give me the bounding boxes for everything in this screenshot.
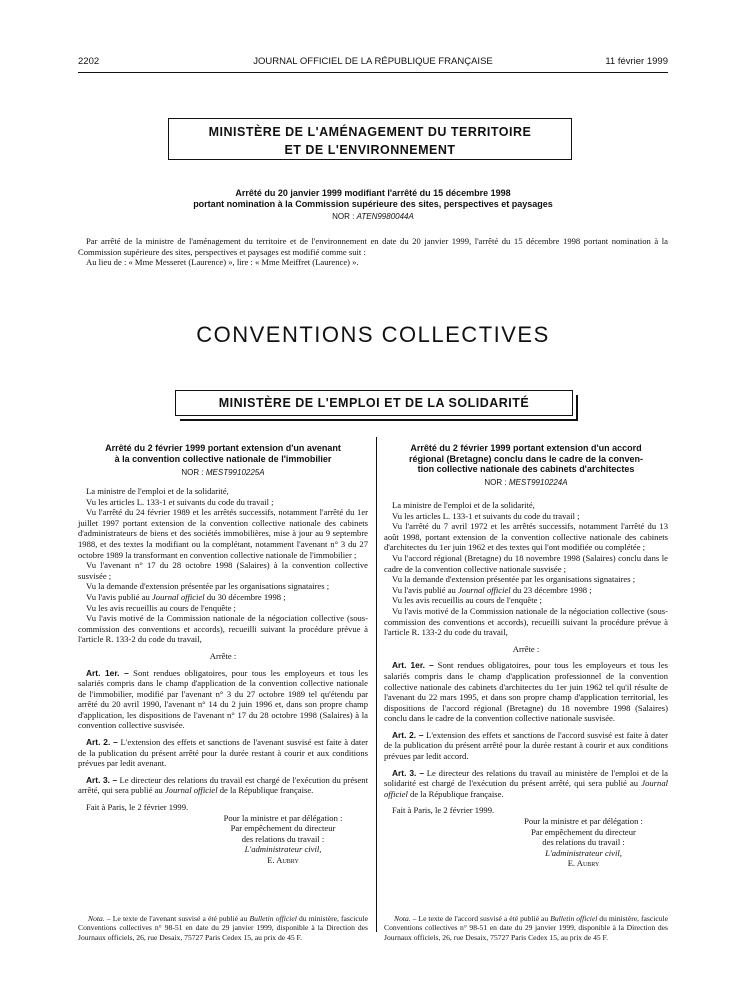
paragraph: Au lieu de : « Mme Messeret (Laurence) », lire : « Mme Meiffret (Laurence) ». [86, 257, 359, 268]
article-1: Art. 1er. – Sont rendues obligatoires, pour tous les employeurs et tous les salariés compris dans le champ d'application de la convention collective nationale de l'immobilier, modifié par l'avenant n° 3 du 27 octobre 1989 tel qu'étendu par arrêté du 20 avril 1990, l'avenant n° 14 du 2 juin 1996 et, dans son propre champ d'application, les dispositions de l'avenant n° 17 du 28 octobre 1998 (Salaires) à la convention collective susvisée. [78, 667, 368, 731]
decree-title-immobilier [78, 443, 368, 464]
article-3: Art. 3. – Le directeur des relations du travail au ministère de l'emploi et de la solidarité est chargé de l'exécution du présent arrêté, qui sera publié au Journal officiel de la République française. [384, 767, 668, 799]
paragraph: Vu la demande d'extension présentée par les organisations signataires ; [392, 574, 636, 585]
paragraph: Vu l'avis publié au Journal officiel du 30 décembre 1998 ; [86, 591, 286, 602]
nor-code: MEST9910225A [205, 468, 265, 477]
decree-title-line: portant nomination à la Commission supérieure des sites, perspectives et paysages [193, 198, 553, 209]
nor-code: ATEN9980044A [356, 212, 414, 221]
paragraph: Vu l'arrêté du 7 avril 1972 et les arrêtés successifs, notamment l'arrêté du 13 août 1998, portant extension de la convention collective nationale des cabinets d'architectes du 1er juin 1962 et des textes qui l'ont modifiée ou complétée ; [384, 521, 668, 553]
nor-reference: NOR : ATEN9980044A [332, 212, 414, 221]
decree-title-line: Arrêté du 20 janvier 1999 modifiant l'arrêté du 15 décembre 1998 [235, 188, 511, 198]
journal-title: JOURNAL OFFICIEL DE LA RÉPUBLIQUE FRANÇAISE [253, 56, 493, 67]
ministry-line-1: MINISTÈRE DE L'AMÉNAGEMENT DU TERRITOIRE [208, 125, 532, 139]
arrete-heading: Arrête : [512, 643, 540, 654]
column-divider [376, 437, 377, 932]
ministry-box-emploi: MINISTÈRE DE L'EMPLOI ET DE LA SOLIDARITÉ [175, 390, 573, 416]
decree-title-architectes [384, 443, 668, 475]
ministry-line-2: ET DE L'ENVIRONNEMENT [284, 143, 456, 157]
article-3: Art. 3. – Le directeur des relations du travail est chargé de l'exécution du présent arrêté, qui sera publié au Journal officiel de la République française. [78, 774, 368, 796]
signature-block: Pour la ministre et par délégation : Par empêchement du directeur des relations du travail : L'administrateur civil, E. Aubry [198, 813, 368, 866]
article-1: Art. 1er. – Sont rendues obligatoires, pour tous les employeurs et tous les salariés compris dans le champ d'application professionnel de la convention collective nationale des cabinets d'architectes du 1er juin 1962 tel qu'il résulte de l'avenant du 22 mars 1995, et dans son propre champ d'application territorial, les dispositions de l'accord régional (Bretagne) du 18 novembre 1998 (Salaires) conclu dans le cadre de la convention collective nationale susvisée. [384, 660, 668, 724]
signatory-name: E. Aubry [267, 855, 299, 865]
decree-title-environment [78, 188, 668, 209]
paragraph: Vu l'avis motivé de la Commission nationale de la négociation collective (sous-commission des conventions et accords), recueilli suivant la procédure prévue à l'article R. 133-2 du code du travail, [78, 613, 368, 645]
signing-place-date: Fait à Paris, le 2 février 1999. [392, 805, 495, 816]
arrete-heading: Arrête : [209, 650, 237, 661]
paragraph: Vu l'avis publié au Journal officiel du 23 décembre 1998 ; [392, 584, 592, 595]
paragraph: Vu la demande d'extension présentée par les organisations signataires ; [86, 581, 330, 592]
paragraph: La ministre de l'emploi et de la solidarité, [86, 486, 229, 496]
nota-note: Nota. – Le texte de l'avenant susvisé a été publié au Bulletin officiel du ministère, fascicule Conventions collectives n° 98-51 en date du 29 janvier 1999, disponible à la Direction des Journaux officiels, 26, rue Desaix, 75727 Paris Cedex 15, au prix de 45 F. [78, 914, 369, 942]
decree-title-line: à la convention collective nationale de l'immobilier [114, 453, 332, 464]
nor-reference: NOR : MEST9910224A [484, 478, 568, 487]
paragraph: Vu les articles L. 133-1 et suivants du code du travail ; [86, 496, 274, 507]
page-number: 2202 [78, 56, 100, 67]
paragraph: Vu l'arrêté du 24 février 1989 et les arrêtés successifs, notamment l'arrêté du 1er juillet 1997 portant extension de la convention collective nationale des cabinets d'administrateurs de biens et des sociétés immobilières, mise à jour au 9 septembre 1988, et des textes la modifiant ou la complétant, notamment l'avenant n° 3 du 27 octobre 1989 la transformant en convention collective nationale de l'immobilier ; [78, 507, 368, 560]
paragraph: Par arrêté de la ministre de l'aménagement du territoire et de l'environnement en date du 20 janvier 1999, l'arrêté du 15 décembre 1998 portant nomination à la Commission supérieure des sites, perspectives et paysages est modifié comme suit : [78, 236, 668, 257]
page-header [78, 56, 668, 70]
paragraph: Vu les avis recueillis au cours de l'enquête ; [86, 602, 236, 613]
signatory-name: E. Aubry [567, 858, 600, 869]
signature-block: Pour la ministre et par délégation : Par empêchement du directeur des relations du travail : L'administrateur civil, E. Aubry [499, 816, 668, 869]
paragraph: Vu les articles L. 133-1 et suivants du code du travail ; [392, 510, 580, 521]
decree-title-line: Arrêté du 2 février 1999 portant extension d'un accord [410, 443, 642, 453]
nor-code: MEST9910224A [508, 478, 568, 487]
nor-reference: NOR : MEST9910225A [181, 468, 265, 477]
decree-title-line: Arrêté du 2 février 1999 portant extension d'un avenant [105, 443, 341, 453]
decree-title-line: tion collective nationale des cabinets d'architectes [417, 464, 635, 474]
decree-body-immobilier [78, 486, 368, 866]
paragraph: Vu les avis recueillis au cours de l'enquête ; [392, 595, 542, 606]
header-rule [78, 72, 668, 73]
decree-body-architectes [384, 500, 668, 869]
article-2: Art. 2. – L'extension des effets et sanctions de l'accord susvisé est faite à dater de la publication du présent arrêté pour la durée restant à courir et aux conditions prévues par ledit accord. [384, 729, 668, 762]
decree-body-environment [78, 236, 668, 268]
paragraph: La ministre de l'emploi et de la solidarité, [392, 500, 535, 510]
nota-note: Nota. – Le texte de l'accord susvisé a été publié au Bulletin officiel du ministère, fascicule Conventions collectives n° 98-51 en date du 29 janvier 1999, disponible à la Direction des Journaux officiels, 26, rue Desaix, 75727 Paris Cedex 15, au prix de 45 F. [384, 914, 668, 942]
decree-title-line: régional (Bretagne) conclu dans le cadre de la conven- [408, 453, 644, 464]
ministry-box-territoire [168, 118, 572, 160]
issue-date: 11 février 1999 [605, 56, 668, 67]
paragraph: Vu l'avis motivé de la Commission nationale de la négociation collective (sous-commission des conventions et accords), recueilli suivant la procédure prévue à l'article R. 133-2 du code du travail, [384, 605, 668, 638]
paragraph: Vu l'accord régional (Bretagne) du 18 novembre 1998 (Salaires) conclu dans le cadre de la convention collective nationale susvisée ; [384, 552, 668, 574]
signing-place-date: Fait à Paris, le 2 février 1999. [86, 802, 189, 813]
section-title: CONVENTIONS COLLECTIVES [196, 322, 550, 347]
article-2: Art. 2. – L'extension des effets et sanctions de l'avenant susvisé est faite à dater de la publication du présent arrêté pour la durée restant à courir et aux conditions prévues par ledit avenant. [78, 737, 368, 769]
paragraph: Vu l'avenant n° 17 du 28 octobre 1998 (Salaires) à la convention collective susvisée ; [78, 560, 368, 581]
